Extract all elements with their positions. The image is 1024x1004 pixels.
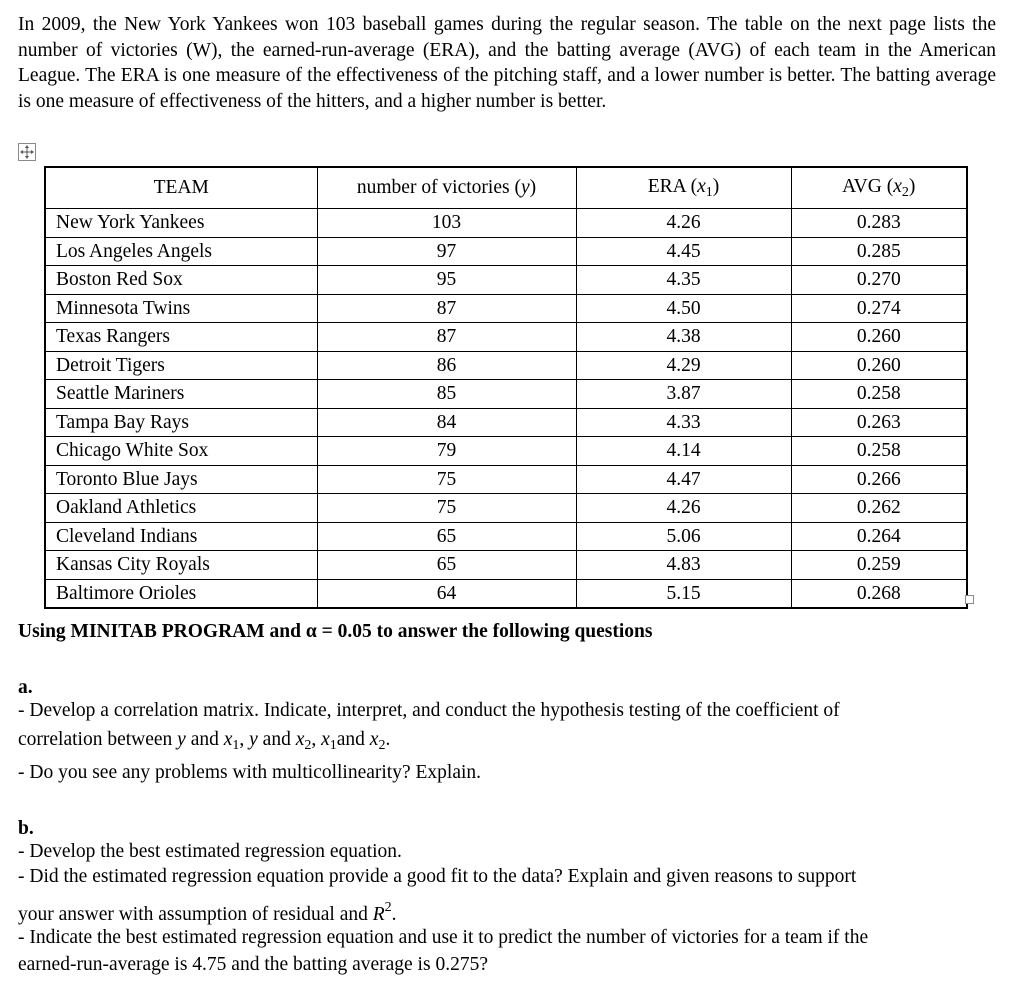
- part-b-q2-end: .: [391, 904, 397, 925]
- data-table: [44, 166, 968, 609]
- cell-avg: 0.266: [791, 465, 967, 494]
- var-x1-2-sub: 1: [329, 738, 337, 753]
- var-x1-2: x: [321, 729, 330, 750]
- cell-victories: 85: [317, 380, 576, 409]
- var-r-sup: 2: [384, 900, 392, 915]
- cell-era: 4.26: [576, 209, 791, 238]
- cell-avg: 0.262: [791, 494, 967, 523]
- header-era: [576, 167, 791, 209]
- cell-era: 4.47: [576, 465, 791, 494]
- header-victories-close: ): [529, 177, 537, 198]
- cell-avg: 0.270: [791, 266, 967, 295]
- var-y-1: y: [177, 729, 186, 750]
- cell-avg: 0.259: [791, 551, 967, 580]
- table-row: [45, 294, 967, 323]
- table-row: [45, 465, 967, 494]
- cell-era: 5.06: [576, 522, 791, 551]
- cell-team: Kansas City Royals: [45, 551, 317, 580]
- cell-victories: 87: [317, 294, 576, 323]
- table-resize-handle[interactable]: [965, 595, 974, 604]
- header-team: TEAM: [45, 167, 317, 209]
- cell-era: 4.29: [576, 351, 791, 380]
- cell-victories: 86: [317, 351, 576, 380]
- cell-victories: 84: [317, 408, 576, 437]
- cell-team: Cleveland Indians: [45, 522, 317, 551]
- table-row: [45, 408, 967, 437]
- part-a-q1-and-2: and: [257, 729, 296, 750]
- part-b-label: b.: [18, 818, 34, 839]
- cell-team: Baltimore Orioles: [45, 579, 317, 608]
- table-row: [45, 437, 967, 466]
- cell-team: Toronto Blue Jays: [45, 465, 317, 494]
- header-avg-close: ): [908, 175, 916, 197]
- part-a-question-1-line-2: [18, 729, 390, 754]
- var-r: R: [372, 904, 385, 925]
- cell-avg: 0.283: [791, 209, 967, 238]
- part-b-question-2: - Did the estimated regression equation provide a good fit to the data? Explain and given reasons to support: [18, 866, 857, 887]
- part-a-question-2: - Do you see any problems with multicollinearity? Explain.: [18, 762, 482, 783]
- cell-victories: 79: [317, 437, 576, 466]
- cell-team: Tampa Bay Rays: [45, 408, 317, 437]
- header-era-close: ): [712, 175, 720, 197]
- cell-era: 4.14: [576, 437, 791, 466]
- cell-team: Texas Rangers: [45, 323, 317, 352]
- cell-victories: 75: [317, 465, 576, 494]
- cell-victories: 97: [317, 237, 576, 266]
- cell-victories: 65: [317, 522, 576, 551]
- cell-victories: 95: [317, 266, 576, 295]
- cell-victories: 64: [317, 579, 576, 608]
- part-a-label: a.: [18, 677, 33, 698]
- cell-victories: 87: [317, 323, 576, 352]
- table-row: [45, 380, 967, 409]
- cell-avg: 0.263: [791, 408, 967, 437]
- cell-victories: 103: [317, 209, 576, 238]
- cell-avg: 0.260: [791, 323, 967, 352]
- cell-avg: 0.274: [791, 294, 967, 323]
- var-x2-2: x: [369, 729, 379, 750]
- cell-era: 3.87: [576, 380, 791, 409]
- part-a-question-1: - Develop a correlation matrix. Indicate, interpret, and conduct the hypothesis testing of the coefficient of: [18, 700, 840, 721]
- cell-victories: 65: [317, 551, 576, 580]
- table-row: [45, 494, 967, 523]
- cell-era: 4.26: [576, 494, 791, 523]
- cell-team: Chicago White Sox: [45, 437, 317, 466]
- table-row: [45, 266, 967, 295]
- part-a-q1-comma-2: ,: [311, 729, 322, 750]
- cell-era: 4.38: [576, 323, 791, 352]
- part-a-q1-and-3: and: [336, 729, 370, 750]
- table-row: [45, 237, 967, 266]
- cell-era: 4.35: [576, 266, 791, 295]
- part-b-q2-text: your answer with assumption of residual and: [18, 904, 373, 925]
- part-a-q1-comma-1: ,: [239, 729, 250, 750]
- part-b-question-3-line-2: earned-run-average is 4.75 and the batting average is 0.275?: [18, 954, 488, 975]
- header-era-label: ERA (: [647, 175, 698, 197]
- cell-avg: 0.264: [791, 522, 967, 551]
- var-x2-1: x: [295, 729, 305, 750]
- cell-era: 5.15: [576, 579, 791, 608]
- instruction-heading: Using MINITAB PROGRAM and α = 0.05 to answer the following questions: [18, 621, 653, 642]
- table-header-row: [45, 167, 967, 209]
- var-x2-1-sub: 2: [304, 738, 312, 753]
- cell-team: Boston Red Sox: [45, 266, 317, 295]
- table-move-handle-icon[interactable]: [18, 143, 36, 161]
- part-a-q1-and-1: and: [185, 729, 224, 750]
- table-row: [45, 579, 967, 608]
- table-row: [45, 323, 967, 352]
- cell-avg: 0.268: [791, 579, 967, 608]
- header-victories: [317, 167, 576, 209]
- cell-team: Oakland Athletics: [45, 494, 317, 523]
- cell-team: Detroit Tigers: [45, 351, 317, 380]
- cell-avg: 0.260: [791, 351, 967, 380]
- header-avg-sub: 2: [901, 184, 909, 200]
- cell-era: 4.33: [576, 408, 791, 437]
- header-avg: [791, 167, 967, 209]
- header-avg-var: x: [893, 175, 902, 197]
- part-a-q1-end: .: [385, 729, 391, 750]
- intro-paragraph: In 2009, the New York Yankees won 103 baseball games during the regular season. The table on the next page lists the number of victories (W), the earned-run-average (ERA), and the batting average (AVG) of each team in the American League. The ERA is one measure of the effectiveness of the pitching staff, and a lower number is better. The batting average is one measure of effectiveness of the hitters, and a higher number is better.: [18, 14, 996, 112]
- cell-team: Los Angeles Angels: [45, 237, 317, 266]
- var-y-2: y: [249, 729, 258, 750]
- cell-team: New York Yankees: [45, 209, 317, 238]
- header-victories-var: y: [520, 177, 530, 198]
- cell-era: 4.45: [576, 237, 791, 266]
- header-victories-label: number of victories (: [356, 177, 521, 198]
- table-row: [45, 209, 967, 238]
- cell-victories: 75: [317, 494, 576, 523]
- cell-era: 4.83: [576, 551, 791, 580]
- part-a-q1-text: correlation between: [18, 729, 178, 750]
- table-row: [45, 551, 967, 580]
- cell-team: Seattle Mariners: [45, 380, 317, 409]
- header-avg-label: AVG (: [842, 175, 894, 197]
- var-x1-1-sub: 1: [232, 738, 240, 753]
- part-b-question-1: - Develop the best estimated regression equation.: [18, 841, 402, 862]
- cell-avg: 0.285: [791, 237, 967, 266]
- cell-avg: 0.258: [791, 437, 967, 466]
- table-row: [45, 522, 967, 551]
- header-era-sub: 1: [705, 184, 713, 200]
- part-b-question-2-line-2: [18, 900, 397, 926]
- table-row: [45, 351, 967, 380]
- var-x2-2-sub: 2: [378, 738, 386, 753]
- var-x1-1: x: [223, 729, 233, 750]
- part-b-question-3: - Indicate the best estimated regression equation and use it to predict the number of victories for a team if the: [18, 927, 869, 948]
- cell-team: Minnesota Twins: [45, 294, 317, 323]
- cell-avg: 0.258: [791, 380, 967, 409]
- header-era-var: x: [697, 175, 706, 197]
- cell-era: 4.50: [576, 294, 791, 323]
